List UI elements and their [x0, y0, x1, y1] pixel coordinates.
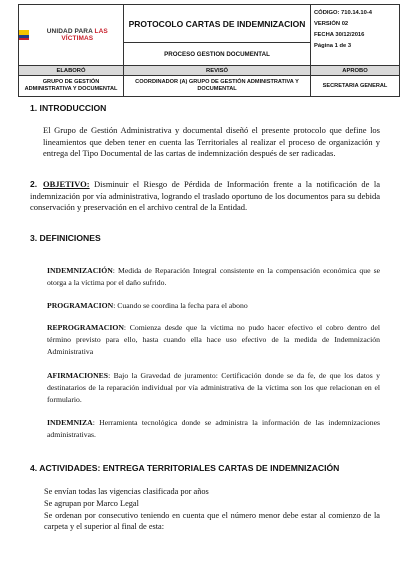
definition-term: INDEMNIZACIÓN	[47, 266, 113, 275]
logo-cell	[19, 5, 124, 66]
document-codes	[311, 5, 400, 66]
definitions-heading: 3. DEFINICIONES	[30, 233, 101, 243]
intro-heading: 1. INTRODUCCION	[30, 103, 107, 113]
objective-number: 2.	[30, 179, 38, 189]
activity-line: Se envían todas las vigencias clasificada por años	[44, 487, 209, 496]
document-header	[18, 4, 400, 97]
definition-text: : Herramienta tecnológica donde se administra la información de las indemnizaciones administrativas.	[47, 418, 380, 439]
objective-text: Disminuir el Riesgo de Pérdida de Información frente a la notificación de la indemnización por vía administrativa, logrando el traslado oportuno de los documentos para su debida conservación y preservación en el archivo central de la Entidad.	[30, 179, 380, 213]
document-title: PROTOCOLO CARTAS DE INDEMNIZACION	[124, 5, 311, 43]
objective-label: OBJETIVO:	[43, 179, 90, 189]
definition-text: : Medida de Reparación Integral consistente en la compensación económica que se otorga a la víctima por el daño sufrido.	[47, 266, 380, 287]
definition-item	[47, 265, 380, 289]
page-text: Página 1 de 3	[314, 43, 352, 49]
process-name: PROCESO GESTION DOCUMENTAL	[124, 43, 311, 66]
aprobo-value: SECRETARIA GENERAL	[311, 76, 400, 97]
intro-paragraph: El Grupo de Gestión Administrativa y documental diseñó el presente protocolo que define los lineamientos que deben tener en cuenta las Territoriales al realizar el proceso de organización y entrega del Tipo Documental de las cartas de indemnización después de ser radicadas.	[43, 125, 380, 159]
definition-term: REPROGRAMACION	[47, 323, 124, 332]
reviso-value: COORDINADOR (A) GRUPO DE GESTIÓN ADMINISTRATIVA Y DOCUMENTAL	[124, 76, 311, 97]
definition-item	[47, 300, 380, 312]
definition-text: : Bajo la Gravedad de juramento: Certificación donde se da fe, de que los datos y destinatarios de la reparación individual por vía administrativa de la víctima son los que relacionan en el formulario.	[47, 371, 380, 404]
entity-logo	[19, 28, 123, 42]
objective-paragraph	[30, 179, 380, 214]
flag-icon	[19, 30, 29, 40]
definition-term: AFIRMACIONES	[47, 371, 109, 380]
date-text: FECHA 30/12/2016	[314, 32, 365, 38]
version-text: VERSIÓN 02	[314, 21, 349, 27]
logo-prefix: UNIDAD PARA	[46, 28, 95, 35]
aprobo-header: APROBO	[311, 66, 400, 76]
logo-highlight: LAS VÍCTIMAS	[61, 28, 108, 42]
definition-text: : Cuando se coordina la fecha para el abono	[113, 301, 248, 310]
activities-heading: 4. ACTIVIDADES: ENTREGA TERRITORIALES CARTAS DE INDEMNIZACIÓN	[30, 463, 340, 473]
code-text: CÓDIGO: 710.14.10-4	[314, 10, 372, 16]
elaboro-value: GRUPO DE GESTIÓN ADMINISTRATIVA Y DOCUMENTAL	[19, 76, 124, 97]
definition-item	[47, 370, 380, 406]
activity-line: Se agrupan por Marco Legal	[44, 499, 139, 508]
definition-term: INDEMNIZA	[47, 418, 93, 427]
definition-item	[47, 322, 380, 358]
activity-line: Se ordenan por consecutivo teniendo en cuenta que el número menor debe estar al comienzo de la carpeta y el superior al final de esta:	[44, 511, 380, 532]
definition-item	[47, 417, 380, 441]
elaboro-header: ELABORÓ	[19, 66, 124, 76]
reviso-header: REVISÓ	[124, 66, 311, 76]
definition-text: : Comienza desde que la víctima no pudo hacer efectivo el cobro dentro del término previsto para ello, hasta cuando ella hace uso efectivo de la medida de Indemnización Administrativa	[47, 323, 380, 356]
definition-term: PROGRAMACION	[47, 301, 114, 310]
